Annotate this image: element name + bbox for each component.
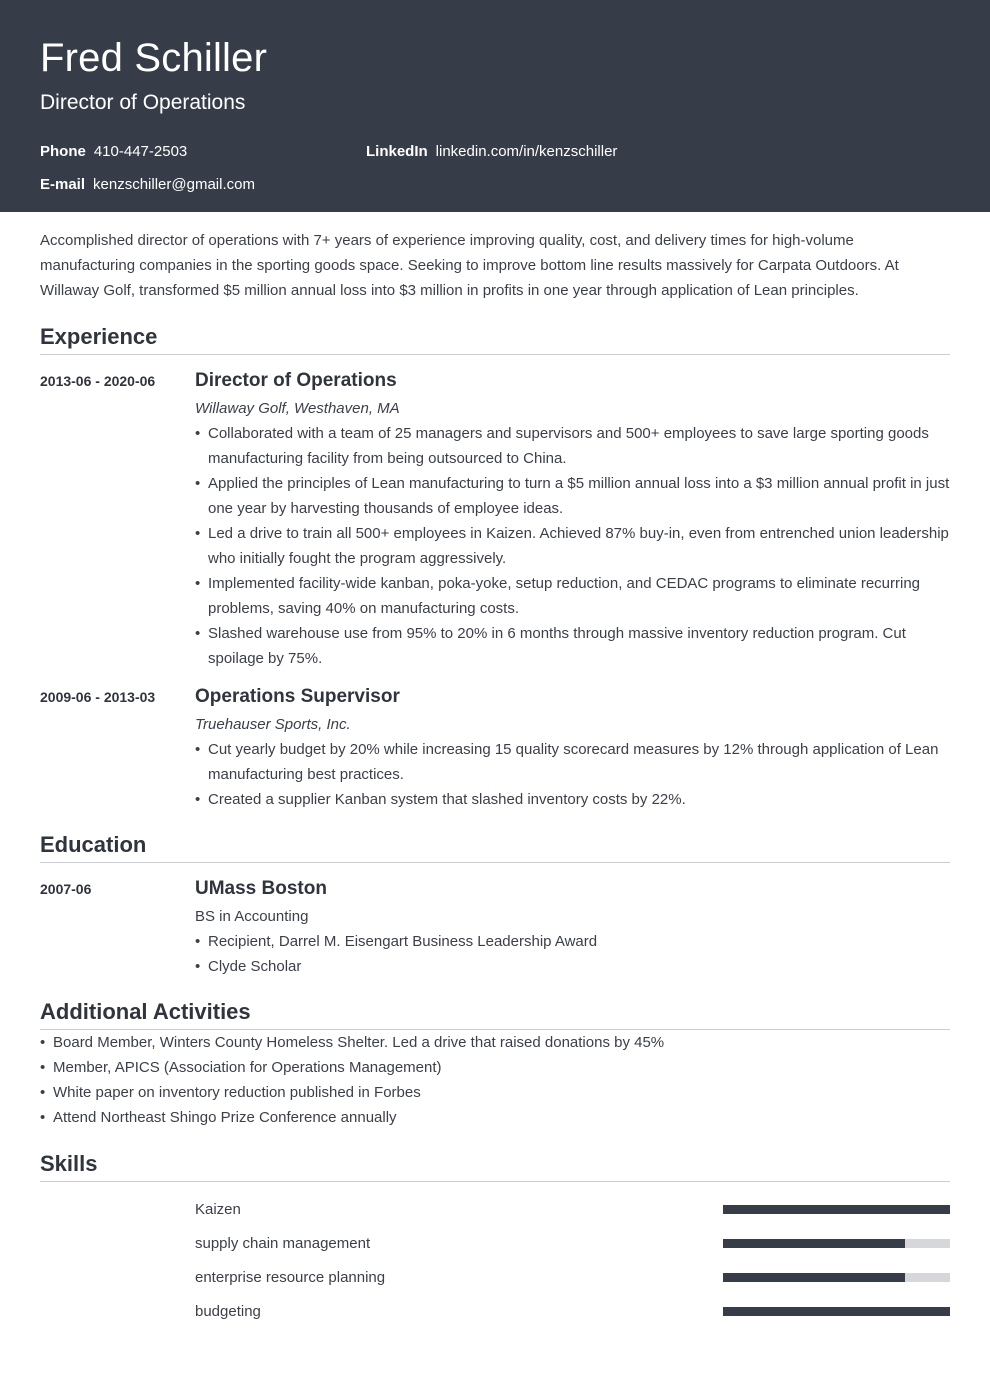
candidate-name: Fred Schiller [40, 36, 268, 80]
section-heading-activities: Additional Activities [40, 999, 950, 1030]
activity-item: • Board Member, Winters County Homeless Shelter. Led a drive that raised donations by 45% [40, 1030, 950, 1055]
skills-list [40, 1192, 950, 1328]
entry-date: 2007-06 [40, 881, 92, 897]
entry-body [195, 685, 950, 812]
experience-entry [40, 369, 950, 671]
phone-value: 410-447-2503 [93, 143, 188, 160]
activity-item: • Attend Northeast Shingo Prize Conference annually [40, 1105, 950, 1130]
resume-body [0, 228, 990, 1328]
school-name: UMass Boston [195, 878, 327, 899]
contact-linkedin [366, 143, 617, 160]
skill-level-bar [723, 1205, 950, 1214]
education-bullets [195, 929, 950, 979]
skill-level-fill [723, 1273, 905, 1282]
entry-body [195, 877, 950, 979]
bullet-item: • Cut yearly budget by 20% while increasing 15 quality scorecard measures by 12% through application of Lean manufacturing best practices. [195, 737, 950, 787]
degree: BS in Accounting [195, 908, 309, 925]
skill-name: budgeting [195, 1302, 261, 1320]
skill-name: enterprise resource planning [195, 1268, 386, 1286]
bullet-item: • Applied the principles of Lean manufacturing to turn a $5 million annual loss into a $3 million annual profit in just one year by harvesting thousands of employee ideas. [195, 471, 950, 521]
education-entry [40, 877, 950, 979]
job-bullets [195, 421, 950, 671]
phone-label: Phone [40, 143, 86, 160]
summary-text: Accomplished director of operations with 7+ years of experience improving quality, cost, and delivery times for high-volume manufacturing companies in the sporting goods space. Seeking to improve bottom line results massively for Carpata Outdoors. At Willaway Golf, transformed $5 million annual loss into $3 million in profits in one year through application of Lean principles. [40, 232, 899, 299]
section-heading-experience: Experience [40, 324, 950, 355]
entry-body [195, 369, 950, 671]
skill-level-fill [723, 1239, 905, 1248]
skill-name: supply chain management [195, 1234, 371, 1252]
activities-list [40, 1030, 950, 1130]
job-title: Operations Supervisor [195, 686, 400, 707]
email-label: E-mail [40, 176, 86, 193]
skill-row [195, 1192, 950, 1226]
skill-name: Kaizen [195, 1200, 241, 1218]
contact-email [40, 176, 255, 193]
skill-level-bar [723, 1273, 950, 1282]
job-company: Truehauser Sports, Inc. [195, 716, 351, 733]
entry-date: 2013-06 - 2020-06 [40, 373, 156, 389]
bullet-item: • Recipient, Darrel M. Eisengart Business Leadership Award [195, 929, 950, 954]
skill-row [195, 1226, 950, 1260]
skill-row [195, 1260, 950, 1294]
bullet-item: • Led a drive to train all 500+ employees in Kaizen. Achieved 87% buy-in, even from entrenched union leadership who initially fought the program aggressively. [195, 521, 950, 571]
linkedin-label: LinkedIn [366, 143, 428, 160]
bullet-item: • Collaborated with a team of 25 managers and supervisors and 500+ employees to save large sporting goods manufacturing facility from being outsourced to China. [195, 421, 950, 471]
experience-entry [40, 685, 950, 812]
section-heading-education: Education [40, 832, 950, 863]
entry-date: 2009-06 - 2013-03 [40, 689, 156, 705]
email-link[interactable]: kenzschiller@gmail.com [93, 176, 255, 193]
skill-level-fill [723, 1205, 950, 1214]
job-company: Willaway Golf, Westhaven, MA [195, 400, 400, 417]
bullet-item: • Slashed warehouse use from 95% to 20% in 6 months through massive inventory reduction program. Cut spoilage by 75%. [195, 621, 950, 671]
bullet-item: • Created a supplier Kanban system that slashed inventory costs by 22%. [195, 787, 950, 812]
contact-phone [40, 143, 187, 160]
linkedin-link[interactable]: linkedin.com/in/kenzschiller [435, 143, 618, 160]
bullet-item: • Clyde Scholar [195, 954, 950, 979]
job-title: Director of Operations [195, 370, 397, 391]
skill-level-bar [723, 1307, 950, 1316]
candidate-title: Director of Operations [40, 91, 246, 114]
activity-item: • White paper on inventory reduction published in Forbes [40, 1080, 950, 1105]
activity-item: • Member, APICS (Association for Operations Management) [40, 1055, 950, 1080]
skill-level-fill [723, 1307, 950, 1316]
job-bullets [195, 737, 950, 812]
skill-level-bar [723, 1239, 950, 1248]
skill-row [195, 1294, 950, 1328]
bullet-item: • Implemented facility-wide kanban, poka-yoke, setup reduction, and CEDAC programs to eliminate recurring problems, saving 40% on manufacturing costs. [195, 571, 950, 621]
section-heading-skills: Skills [40, 1151, 950, 1182]
resume-header [0, 0, 990, 212]
